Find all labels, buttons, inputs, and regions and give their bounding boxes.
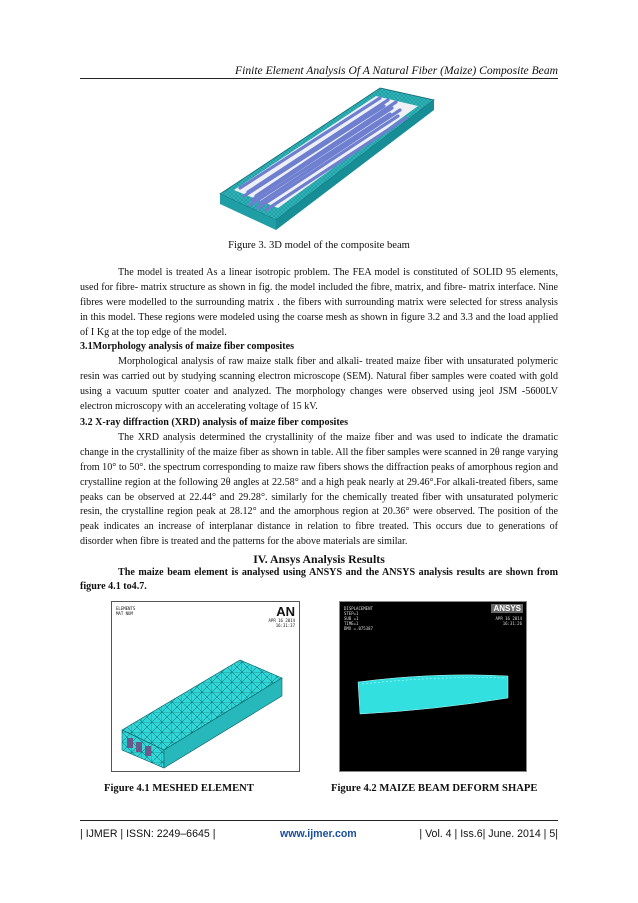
figure-4-1-caption: Figure 4.1 MESHED ELEMENT (104, 783, 254, 794)
figure-4-2-date: APR 16 2014 16:31:26 (495, 616, 522, 626)
figure-4-2-left-labels: DISPLACEMENT STEP=1 SUB =1 TIME=1 DMX =.075387 (344, 606, 373, 631)
section-3-2-heading: 3.2 X-ray diffraction (XRD) analysis of maize fiber composites (80, 417, 349, 428)
footer-journal-info: | IJMER | ISSN: 2249–6645 | (80, 828, 216, 840)
footer-issue-info: | Vol. 4 | Iss.6| June. 2014 | 5| (419, 828, 558, 840)
section-4-body: The maize beam element is analysed using ANSYS and the ANSYS analysis results are shown from figure 4.1 to4.7. (80, 567, 558, 592)
figure-4-2-caption: Figure 4.2 MAIZE BEAM DEFORM SHAPE (331, 783, 538, 794)
section-4-heading: IV. Ansys Analysis Results (253, 552, 385, 566)
section-3-2 (80, 416, 558, 550)
ansys-logo: ANSYS (493, 604, 521, 613)
section-3-1-heading: 3.1Morphology analysis of maize fiber composites (80, 341, 295, 352)
intro-paragraph (80, 266, 558, 341)
section-3-2-body: The XRD analysis determined the crystallinity of the maize fiber and was used to indicate the dramatic change in the crystallinity of the maize fiber as shown in table. All the fiber samples were scanned in 2θ range varying from 10° to 50°. the spectrum corresponding to maize raw fibers shows the diffraction peaks of amorphous region and crystalline region at the following 2θ angles at 22.58° and a high peak nearly at 29.46°.For alkali-treated fibers, same peaks can be observed at 22.44° and 29.28°. similarly for the chemically treated fiber with unsaturated polymeric resin, the crystalline region peak at 28.12° and the amorphous region at 20.36° were observed. The position of the peak indicates an increase of interplanar distance in relation to fibre treated. This occurs due to generations of disorder when fibre is treated and the patterns for the above materials are similar. (80, 431, 558, 548)
figure-4-1-image (111, 601, 300, 772)
section-3-1-body: Morphological analysis of raw maize stalk fiber and alkali- treated maize fiber with unsaturated polymeric resin was carried out by studying scanning electron microscope (SEM). Natural fiber samples were coated with gold using a vacuum sputter coater and analyzed. The morphology changes were observed using jeol JSM -5600LV electron microscopy with an accelerating voltage of 15 kV. (80, 355, 558, 412)
section-3-1 (80, 340, 558, 415)
figure-4-1-date: APR 16 2014 16:31:37 (268, 618, 295, 628)
figure-4-1-left-labels: ELEMENTS MAT NUM (116, 606, 136, 616)
header-rule (80, 78, 558, 79)
ansys-logo: AN (276, 604, 295, 619)
intro-text: The model is treated As a linear isotropic problem. The FEA model is constituted of SOLID 95 elements, used for fibre- matrix structure as shown in fig. the model included the fibre, matrix, and fibre- matrix interface. Nine fibres were modelled to the surrounding matrix . the fibers with surrounding matrix were selected for stress analysis in this model. These regions were modeled using the coarse mesh as shown in figure 3.2 and 3.3 and the load applied of I Kg at the top edge of the model. (80, 267, 558, 338)
figure-3-image (210, 84, 438, 232)
journal-website-link[interactable]: www.ijmer.com (280, 828, 357, 840)
running-header: Finite Element Analysis Of A Natural Fiber (Maize) Composite Beam (235, 64, 558, 77)
figure-3-caption: Figure 3. 3D model of the composite beam (228, 240, 410, 251)
figure-4-2-image (339, 601, 527, 772)
footer-rule (80, 820, 558, 821)
